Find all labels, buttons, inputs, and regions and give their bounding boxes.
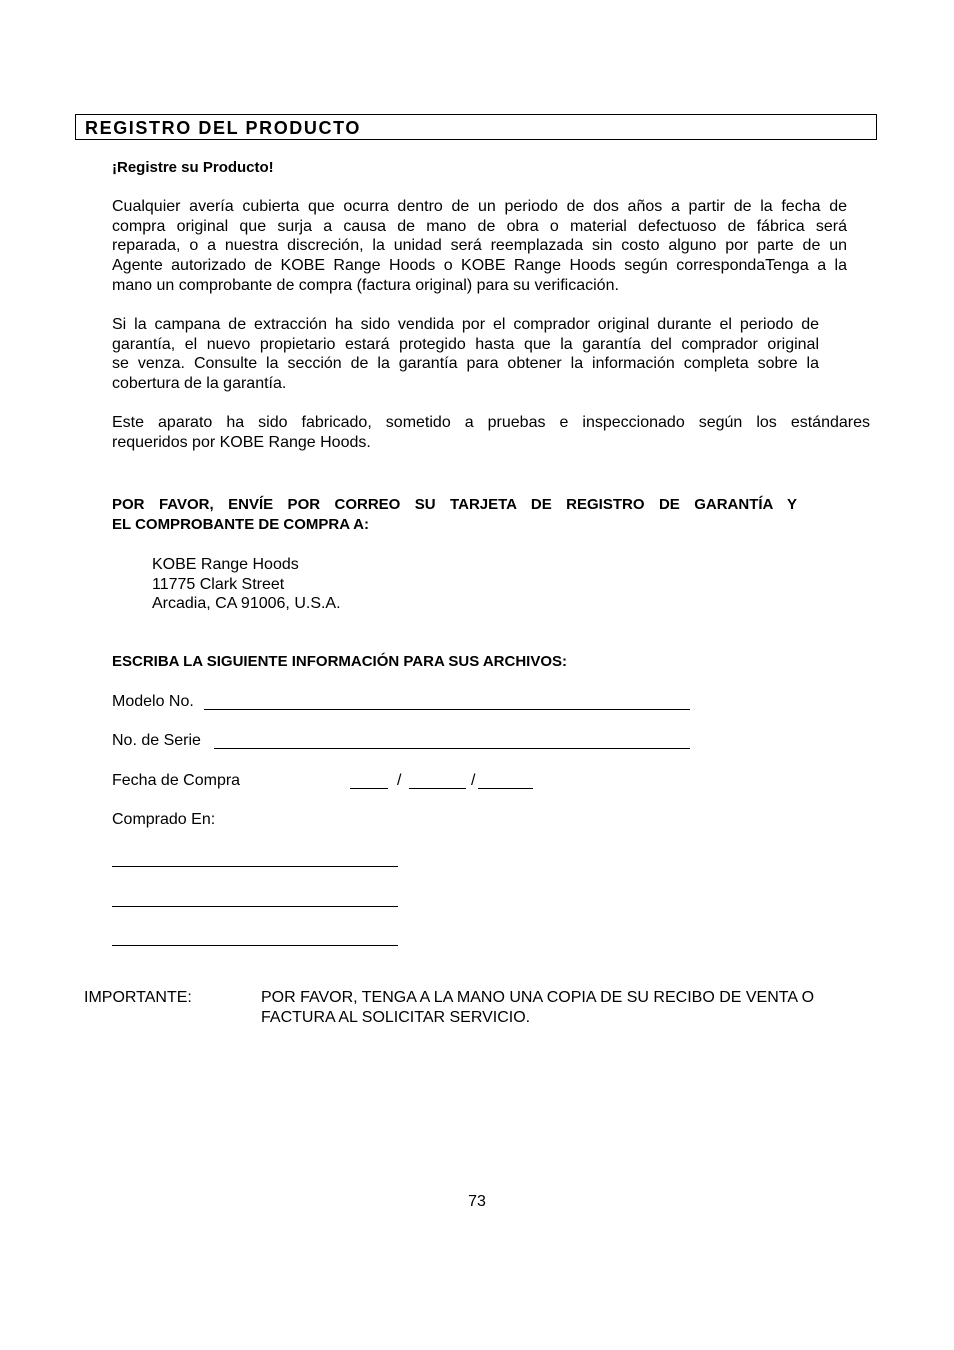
important-note-line: POR FAVOR, TENGA A LA MANO UNA COPIA DE SU RECIBO DE VENTA O [261, 989, 815, 1006]
purchase-date-day-field[interactable] [409, 788, 466, 789]
paragraph-line: se venza. Consulte la sección de la garantía para obtener la información completa sobre la [112, 355, 819, 373]
paragraph-line: reparada, o a nuestra discreción, la unidad será reemplazada sin costo alguno por parte de un [112, 237, 847, 255]
records-heading: ESCRIBA LA SIGUIENTE INFORMACIÓN PARA SUS ARCHIVOS: [112, 653, 568, 670]
serial-number-field[interactable] [214, 748, 690, 749]
mailing-address [152, 555, 341, 614]
important-note-line: FACTURA AL SOLICITAR SERVICIO. [261, 1008, 531, 1026]
purchased-at-label: Comprado En: [112, 811, 216, 828]
important-note [261, 988, 814, 1027]
address-company: KOBE Range Hoods [152, 556, 299, 573]
model-number-field[interactable] [204, 709, 690, 710]
purchase-date-month-field[interactable] [350, 788, 388, 789]
section-title: REGISTRO DEL PRODUCTO [85, 118, 361, 138]
paragraph-line: requeridos por KOBE Range Hoods. [112, 433, 371, 451]
model-label: Modelo No. [112, 693, 194, 710]
paragraph-line: mano un comprobante de compra (factura original) para su verificación. [112, 276, 619, 294]
transfer-paragraph [112, 315, 819, 394]
page-number: 73 [468, 1193, 486, 1210]
purchased-at-line-3[interactable] [112, 945, 398, 946]
mail-heading-line: EL COMPROBANTE DE COMPRA A: [112, 515, 369, 533]
date-separator: / [471, 772, 476, 789]
serial-label: No. de Serie [112, 732, 201, 749]
date-separator: / [397, 772, 402, 789]
purchased-at-line-2[interactable] [112, 906, 398, 907]
important-label: IMPORTANTE: [84, 989, 192, 1006]
address-street: 11775 Clark Street [152, 575, 285, 593]
paragraph-line: garantía, el nuevo propietario estará protegido hasta que la garantía del comprador original [112, 335, 819, 353]
paragraph-line: Este aparato ha sido fabricado, sometido a pruebas e inspeccionado según los estándares [112, 414, 870, 431]
section-title-box [75, 114, 877, 140]
mail-heading-line: POR FAVOR, ENVÍE POR CORREO SU TARJETA DE REGISTRO DE GARANTÍA Y [112, 496, 797, 513]
standards-paragraph [112, 413, 870, 452]
address-city: Arcadia, CA 91006, U.S.A. [152, 595, 341, 613]
paragraph-line: compra original que surja a causa de mano de obra o material defectuoso de fábrica será [112, 217, 847, 235]
paragraph-line: Agente autorizado de KOBE Range Hoods o KOBE Range Hoods según correspondaTenga a la [112, 257, 847, 275]
purchase-date-year-field[interactable] [478, 788, 533, 789]
paragraph-line: cobertura de la garantía. [112, 375, 287, 393]
register-heading: ¡Registre su Producto! [112, 159, 274, 176]
paragraph-line: Cualquier avería cubierta que ocurra dentro de un periodo de dos años a partir de la fecha de [112, 198, 847, 215]
purchased-at-line-1[interactable] [112, 866, 398, 867]
purchase-date-label: Fecha de Compra [112, 772, 241, 789]
paragraph-line: Si la campana de extracción ha sido vendida por el comprador original durante el periodo de [112, 316, 819, 333]
mail-heading [112, 495, 797, 534]
warranty-paragraph [112, 197, 847, 296]
